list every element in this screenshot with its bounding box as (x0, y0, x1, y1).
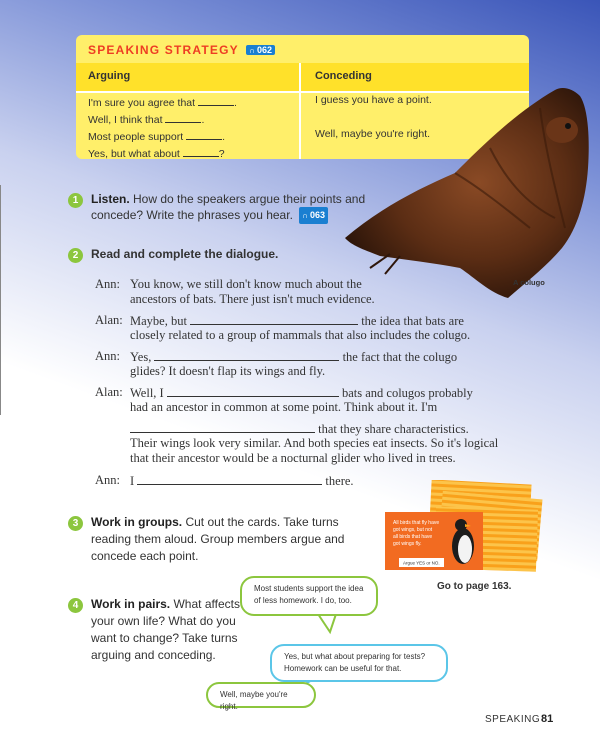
conceding-phrase: Well, maybe you're right. (315, 128, 431, 140)
arguing-heading: Arguing (88, 70, 131, 82)
exercise-4-number: 4 (68, 598, 83, 613)
speaker-ann: Ann: (95, 349, 120, 363)
column-divider (299, 63, 301, 159)
margin-rule (0, 185, 1, 415)
dialogue-line: Their wings look very similar. And both species eat insects. So it's logical (130, 436, 499, 450)
page-number: 81 (541, 713, 554, 725)
exercise-4-line-1: Work in pairs. What affects (91, 597, 240, 611)
headphones-icon: ∩ (302, 211, 309, 220)
exercise-4-line-4: arguing and conceding. (91, 648, 216, 662)
exercise-3-line-3: concede each point. (91, 549, 199, 563)
speaker-ann: Ann: (95, 277, 120, 291)
bubble-text: Most students support the idea (254, 584, 364, 593)
dialogue-line: closely related to a group of mammals that also includes the colugo. (130, 328, 471, 342)
strategy-title-text: SPEAKING STRATEGY (88, 43, 239, 57)
card-footer: Argue YES or NO. (403, 560, 440, 566)
exercise-1-line-1: Listen. How do the speakers argue their points and (91, 192, 366, 206)
dialogue-line: Maybe, but the idea that bats are (130, 314, 464, 328)
audio-track-number: 062 (256, 45, 273, 55)
bubble-text: Well, maybe you're right. (220, 690, 288, 711)
speaker-alan: Alan: (95, 385, 123, 399)
arguing-phrase: Most people support . (88, 128, 225, 143)
bubble-text: Yes, but what about preparing for tests? (284, 652, 426, 661)
dialogue-line: had an ancestor in common at some point. Think about it. I'm (130, 400, 438, 414)
section-label: SPEAKING (485, 714, 541, 725)
card-text: got wings, but not (393, 527, 433, 533)
exercise-1-number: 1 (68, 193, 83, 208)
colugo-caption: A colugo (513, 278, 545, 287)
card-text: got wings fly. (393, 541, 422, 547)
dialogue-line: Yes, the fact that the colugo (130, 350, 458, 364)
exercise-2-heading: Read and complete the dialogue. (91, 247, 279, 261)
dialogue-line: ancestors of bats. There just isn't much evidence. (130, 292, 375, 306)
exercise-1-line-2: concede? Write the phrases you hear. ∩ 063 (91, 207, 328, 224)
strategy-title (88, 43, 275, 57)
dialogue-line: that their ancestor would be a nocturnal glider who lived in trees. (130, 451, 456, 465)
dialogue-line: glides? It doesn't flap its wings and fly. (130, 364, 326, 378)
dialogue-line: I there. (130, 474, 354, 488)
answer-blank[interactable] (167, 385, 339, 397)
colugo-image (340, 78, 600, 308)
speaker-alan: Alan: (95, 313, 123, 327)
headphones-icon: ∩ (249, 46, 255, 55)
answer-blank[interactable] (137, 473, 322, 485)
dialogue-line: that they share characteristics. (130, 421, 469, 437)
answer-blank[interactable] (190, 313, 358, 325)
card-text: All birds that fly have (393, 520, 440, 526)
dialogue-line: Well, I bats and colugos probably (130, 386, 473, 400)
speech-bubble-3 (206, 682, 316, 711)
exercise-3-line-2: reading them aloud. Group members argue and (91, 532, 345, 546)
exercise-2-number: 2 (68, 248, 83, 263)
arguing-phrase: Yes, but what about ? (88, 145, 225, 159)
card-stack-image (385, 480, 545, 580)
speaker-ann: Ann: (95, 473, 120, 487)
conceding-phrase: I guess you have a point. (315, 94, 432, 106)
audio-track-062[interactable] (246, 45, 275, 55)
answer-blank[interactable] (130, 421, 315, 433)
conceding-heading: Conceding (315, 70, 372, 82)
bubble-text: of less homework. I do, too. (254, 596, 352, 605)
speech-bubble-2 (270, 644, 448, 682)
exercise-4-line-2: your own life? What do you (91, 614, 236, 628)
go-to-page-label: Go to page 163. (437, 581, 512, 592)
answer-blank[interactable] (154, 349, 339, 361)
speech-bubble-1 (240, 576, 378, 616)
dialogue-line: You know, we still don't know much about the (130, 277, 362, 291)
audio-track-063[interactable]: ∩ 063 (299, 207, 328, 224)
exercise-4-line-3: want to change? Take turns (91, 631, 238, 645)
card-text: all birds that have (393, 534, 433, 540)
exercise-3-number: 3 (68, 516, 83, 531)
arguing-phrase: I'm sure you agree that . (88, 94, 237, 109)
bubble-text: Homework can be useful for that. (284, 664, 402, 673)
arguing-phrase: Well, I think that . (88, 111, 204, 126)
exercise-3-line-1: Work in groups. Cut out the cards. Take turns (91, 515, 339, 529)
